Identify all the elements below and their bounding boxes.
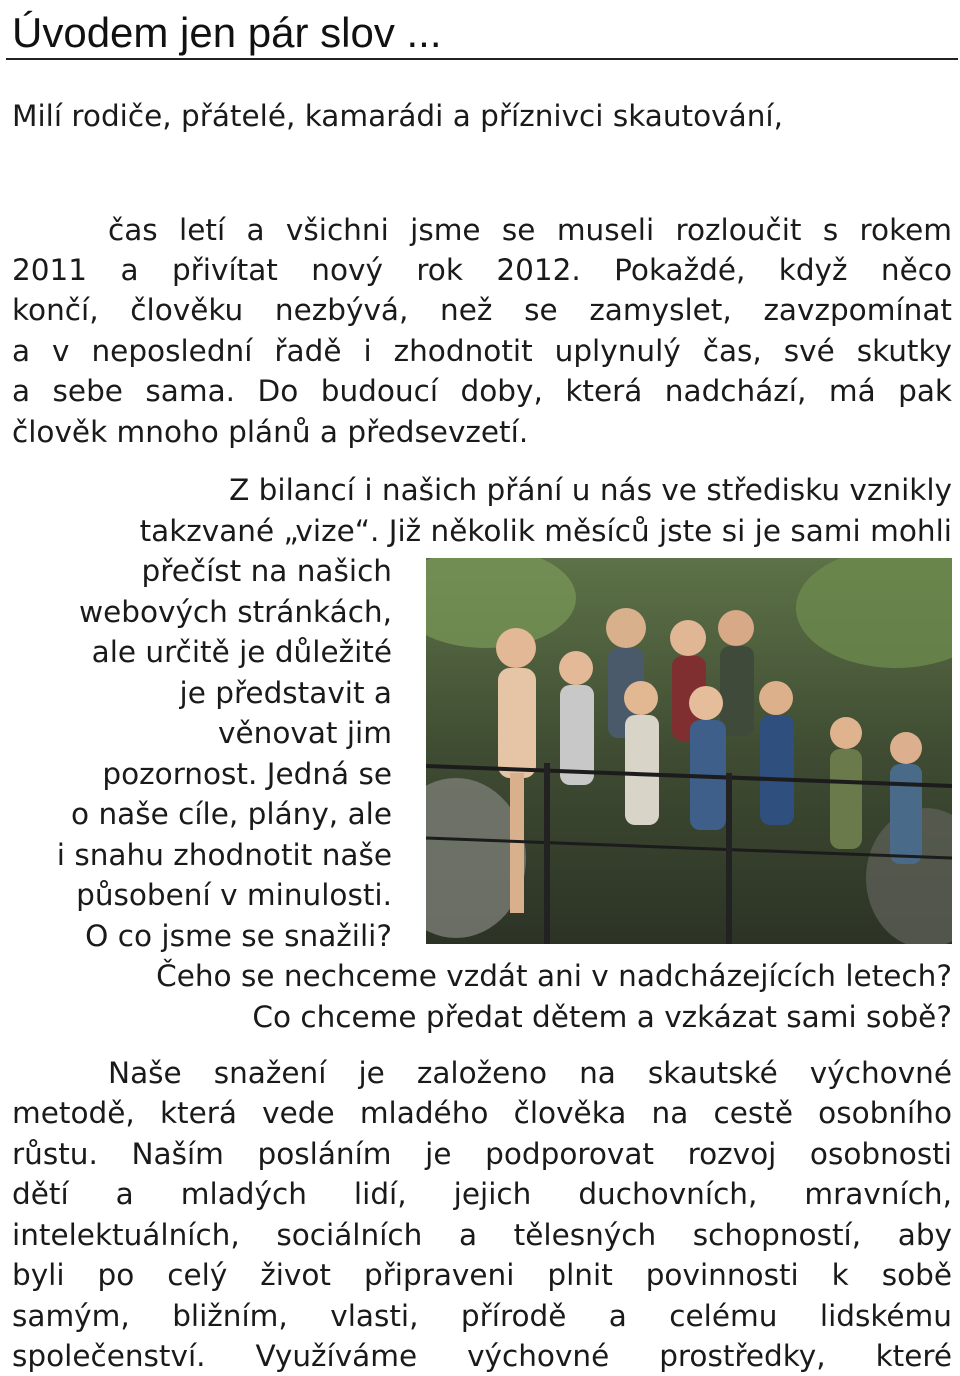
greeting: Milí rodiče, přátelé, kamarádi a příznivci skautování, — [12, 99, 783, 133]
paragraph-3-line: byli po celý život připraveni plnit povinnosti k sobě — [12, 1258, 952, 1292]
group-photo — [426, 558, 952, 944]
paragraph-1-line: a v neposlední řadě i zhodnotit uplynulý čas, své skutky — [12, 334, 952, 368]
paragraph-2-line: přečíst na našich — [141, 554, 392, 588]
paragraph-3-line: Naše snažení je založeno na skautské výchovné — [108, 1056, 952, 1090]
paragraph-2-line: Co chceme předat dětem a vzkázat sami sobě? — [252, 1000, 952, 1034]
paragraph-2-line: Čeho se nechceme vzdát ani v nadcházejících letech? — [156, 959, 952, 993]
paragraph-2-line: i snahu zhodnotit naše — [56, 838, 392, 872]
paragraph-3-line: intelektuálních, sociálních a tělesných schopností, aby — [12, 1218, 952, 1252]
paragraph-2-line: je představit a — [179, 676, 392, 710]
paragraph-3-line: společenství. Využíváme výchovné prostředky, které — [12, 1339, 952, 1373]
paragraph-1-line: člověk mnoho plánů a předsevzetí. — [12, 415, 529, 449]
paragraph-2-line: takzvané „vize“. Již několik měsíců jste si je sami mohli — [139, 514, 952, 548]
title-underline — [6, 58, 958, 60]
paragraph-3-line: dětí a mladých lidí, jejich duchovních, mravních, — [12, 1177, 952, 1211]
paragraph-2-line: webových stránkách, — [78, 595, 392, 629]
paragraph-3-line: samým, bližním, vlasti, přírodě a celému lidskému — [12, 1299, 952, 1333]
paragraph-1-line: čas letí a všichni jsme se museli rozloučit s rokem — [108, 213, 952, 247]
paragraph-2-line: ale určitě je důležité — [91, 635, 392, 669]
paragraph-1-line: 2011 a přivítat nový rok 2012. Pokaždé, když něco — [12, 253, 952, 287]
paragraph-1-line: a sebe sama. Do budoucí doby, která nadchází, má pak — [12, 374, 952, 408]
paragraph-1-line: končí, člověku nezbývá, než se zamyslet, zavzpomínat — [12, 293, 952, 327]
paragraph-2-line: Z bilancí i našich přání u nás ve středisku vznikly — [229, 473, 952, 507]
paragraph-2-line: pozornost. Jedná se — [102, 757, 392, 791]
page-title: Úvodem jen pár slov ... — [12, 9, 442, 56]
paragraph-2-line: o naše cíle, plány, ale — [71, 797, 392, 831]
paragraph-3-line: růstu. Naším posláním je podporovat rozvoj osobnosti — [12, 1137, 952, 1171]
group-photo-icon — [426, 558, 952, 944]
paragraph-2-line: věnovat jim — [218, 716, 392, 750]
paragraph-3-line: metodě, která vede mladého člověka na cestě osobního — [12, 1096, 952, 1130]
paragraph-2-line: působení v minulosti. — [76, 878, 392, 912]
paragraph-2-line: O co jsme se snažili? — [85, 919, 392, 953]
